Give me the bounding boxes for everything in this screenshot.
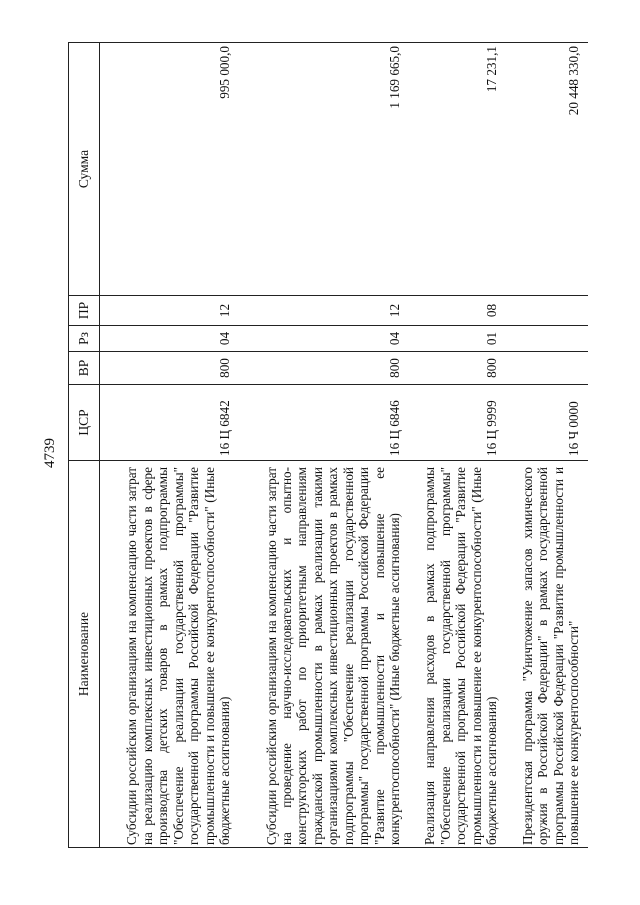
budget-table <box>68 42 588 848</box>
row-sum: 1 169 665,0 <box>239 43 409 296</box>
row-csr: 16 Ц 6846 <box>239 385 409 461</box>
row-rz <box>506 326 588 352</box>
table-row <box>506 43 588 848</box>
header-sum: Сумма <box>69 43 100 296</box>
table-row <box>100 43 239 848</box>
row-csr: 16 Ц 6842 <box>100 385 239 461</box>
row-vr: 800 <box>100 352 239 385</box>
header-vr: ВР <box>69 352 100 385</box>
row-csr: 16 Ц 9999 <box>409 385 506 461</box>
row-sum: 17 231,1 <box>409 43 506 296</box>
row-name: Субсидии российским организациям на компенсацию части затрат на проведение научно-исследовательских и опытно-конструкторских работ по приоритетным направлениям гражданской промышленности в рамках реализации такими организациями комплексных инвестиционных проектов в рамках подпрограммы "Обеспечение реализации государственной программы" государственной программы Российской Федерации "Развитие промышленности и повышение ее конкурентоспособности" (Иные бюджетные ассигнования) <box>239 461 409 848</box>
header-csr: ЦСР <box>69 385 100 461</box>
row-pr: 12 <box>239 296 409 326</box>
page-number: 4739 <box>42 438 58 468</box>
row-pr: 12 <box>100 296 239 326</box>
row-pr <box>506 296 588 326</box>
row-pr: 08 <box>409 296 506 326</box>
table-row <box>239 43 409 848</box>
header-pr: ПР <box>69 296 100 326</box>
table-row <box>409 43 506 848</box>
row-name: Субсидии российским организациям на компенсацию части затрат на реализацию комплексных инвестиционных проектов в сфере производства детских товаров в рамках подпрограммы "Обеспечение реализации государственной программы" государственной программы Российской Федерации "Развитие промышленности и повышение ее конкурентоспособности" (Иные бюджетные ассигнования) <box>100 461 239 848</box>
row-name: Реализация направления расходов в рамках подпрограммы "Обеспечение реализации государственной программы" государственной программы Российской Федерации "Развитие промышленности и повышение ее конкурентоспособности" (Иные бюджетные ассигнования) <box>409 461 506 848</box>
row-vr: 800 <box>239 352 409 385</box>
row-sum: 20 448 330,0 <box>506 43 588 296</box>
row-name: Президентская программа "Уничтожение запасов химического оружия в Российской Федерации" в рамках государственной программы Российской Федерации "Развитие промышленности и повышение ее конкурентоспособности" <box>506 461 588 848</box>
row-rz: 04 <box>100 326 239 352</box>
row-csr: 16 Ч 0000 <box>506 385 588 461</box>
row-vr <box>506 352 588 385</box>
row-rz: 04 <box>239 326 409 352</box>
row-sum: 995 000,0 <box>100 43 239 296</box>
row-vr: 800 <box>409 352 506 385</box>
table-header-row <box>69 43 100 848</box>
header-rz: Рз <box>69 326 100 352</box>
header-name: Наименование <box>69 461 100 848</box>
row-rz: 01 <box>409 326 506 352</box>
